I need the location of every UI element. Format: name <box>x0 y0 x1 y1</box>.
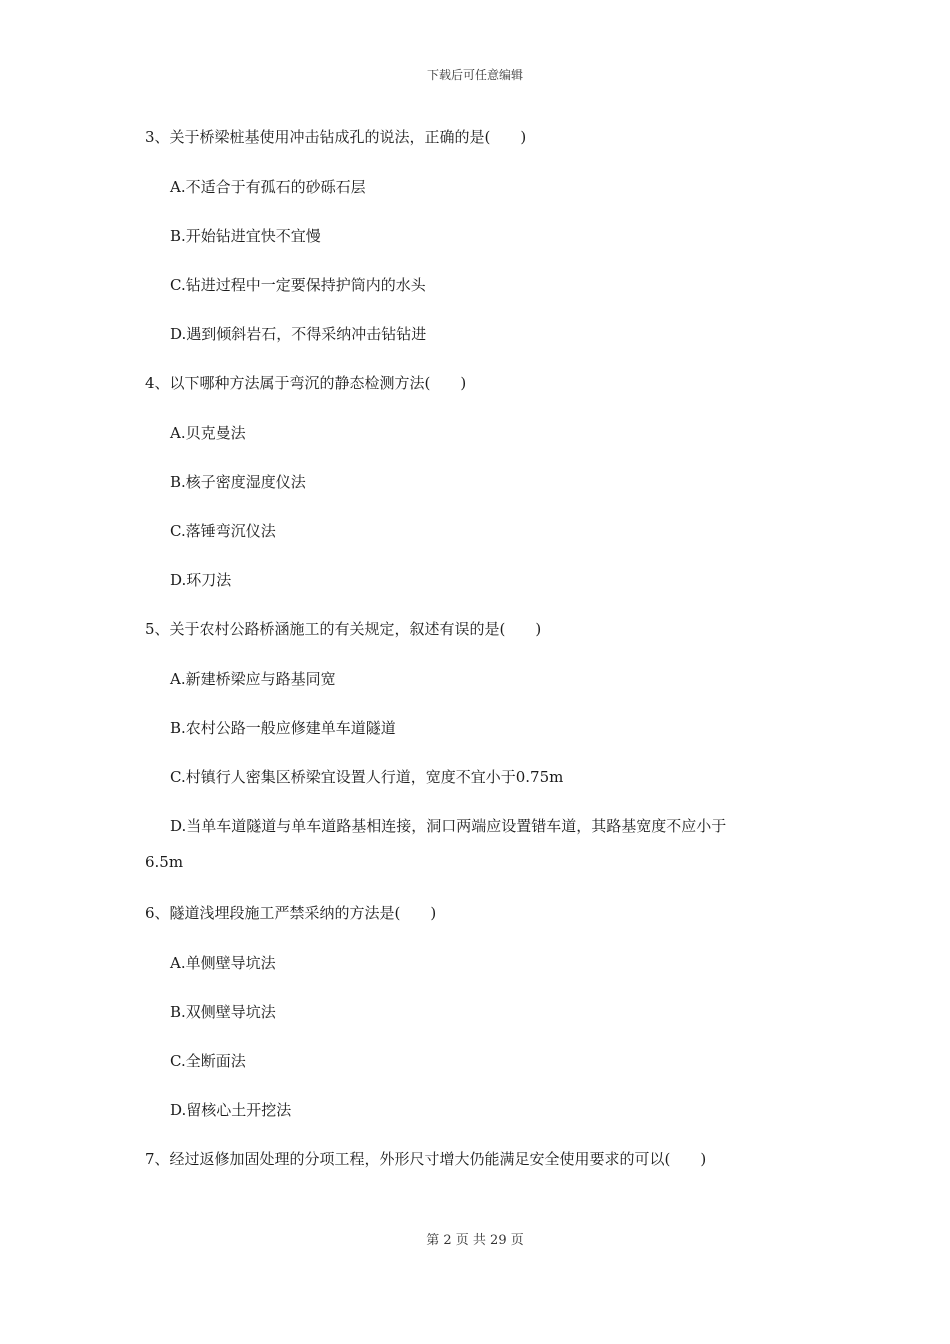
page-footer: 第 2 页 共 29 页 <box>426 1233 524 1248</box>
question-6-stem: 6、隧道浅埋段施工严禁采纳的方法是( ) <box>145 904 437 922</box>
question-4-stem: 4、以下哪种方法属于弯沉的静态检测方法( ) <box>145 374 467 392</box>
question-6-option-c: C.全断面法 <box>170 1052 246 1070</box>
question-4-option-d: D.环刀法 <box>170 571 232 589</box>
question-3-option-a: A.不适合于有孤石的砂砾石层 <box>170 178 366 196</box>
question-5-option-c: C.村镇行人密集区桥梁宜设置人行道，宽度不宜小于0.75m <box>170 768 564 786</box>
question-4-option-c: C.落锤弯沉仪法 <box>170 522 276 540</box>
question-5-option-d: D.当单车道隧道与单车道路基相连接，洞口两端应设置错车道，其路基宽度不应小于 <box>170 817 727 835</box>
question-3-stem: 3、关于桥梁桩基使用冲击钻成孔的说法，正确的是( ) <box>145 128 527 146</box>
question-6-option-d: D.留核心土开挖法 <box>170 1101 292 1119</box>
question-5-stem: 5、关于农村公路桥涵施工的有关规定，叙述有误的是( ) <box>145 620 542 638</box>
question-5-option-b: B.农村公路一般应修建单车道隧道 <box>170 719 396 737</box>
question-3-option-b: B.开始钻进宜快不宜慢 <box>170 227 321 245</box>
question-6-option-b: B.双侧壁导坑法 <box>170 1003 276 1021</box>
question-4-option-a: A.贝克曼法 <box>170 424 246 442</box>
question-7-stem: 7、经过返修加固处理的分项工程，外形尺寸增大仍能满足安全使用要求的可以( ) <box>145 1150 707 1168</box>
question-5-option-d-continuation: 6.5m <box>145 853 184 871</box>
question-5-option-a: A.新建桥梁应与路基同宽 <box>170 670 336 688</box>
header-note: 下载后可任意编辑 <box>426 68 523 82</box>
question-4-option-b: B.核子密度湿度仪法 <box>170 473 306 491</box>
question-3-option-d: D.遇到倾斜岩石，不得采纳冲击钻钻进 <box>170 325 427 343</box>
question-6-option-a: A.单侧壁导坑法 <box>170 954 276 972</box>
question-3-option-c: C.钻进过程中一定要保持护筒内的水头 <box>170 276 426 294</box>
